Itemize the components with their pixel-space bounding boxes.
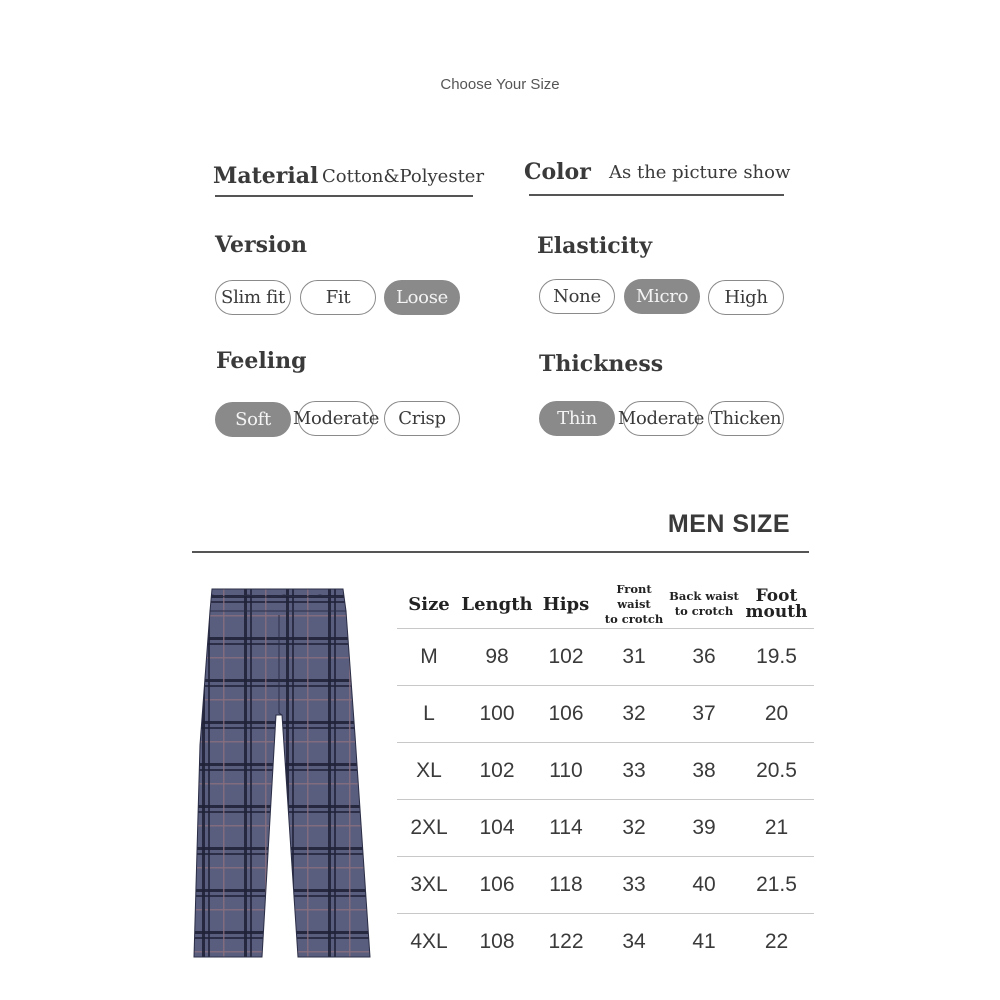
table-row — [397, 743, 814, 800]
header-size: Size — [408, 593, 450, 615]
header-front-waist-line2: to crotch — [604, 611, 664, 626]
material-label: Material — [213, 163, 319, 189]
color-label: Color — [524, 159, 591, 185]
cell-size: 2XL — [397, 800, 461, 857]
version-option-fit[interactable]: Fit — [300, 280, 376, 315]
thickness-option-thicken[interactable]: Thicken — [708, 401, 784, 436]
header-length: Length — [461, 593, 533, 615]
color-value: As the picture show — [609, 162, 791, 183]
cell-size: 4XL — [397, 914, 461, 971]
version-option-slim-fit[interactable]: Slim fit — [215, 280, 291, 315]
cell-front-waist: 34 — [599, 914, 669, 971]
material-divider — [215, 195, 473, 197]
plaid-pants-image — [190, 585, 375, 960]
cell-hips: 118 — [533, 857, 599, 914]
version-option-loose[interactable]: Loose — [384, 280, 460, 315]
cell-foot-mouth: 22 — [739, 914, 814, 971]
table-row — [397, 857, 814, 914]
cell-length: 108 — [461, 914, 533, 971]
cell-front-waist: 31 — [599, 629, 669, 686]
size-table — [397, 580, 814, 970]
cell-back-waist: 37 — [669, 686, 739, 743]
cell-foot-mouth: 21.5 — [739, 857, 814, 914]
cell-length: 104 — [461, 800, 533, 857]
cell-back-waist: 41 — [669, 914, 739, 971]
header-back-waist — [669, 580, 739, 629]
size-table-header-row — [397, 580, 814, 629]
table-row — [397, 914, 814, 971]
cell-length: 106 — [461, 857, 533, 914]
cell-length: 98 — [461, 629, 533, 686]
elasticity-option-none[interactable]: None — [539, 279, 615, 314]
men-size-divider — [192, 551, 809, 553]
cell-foot-mouth: 21 — [739, 800, 814, 857]
feeling-option-soft[interactable]: Soft — [215, 402, 291, 437]
cell-front-waist: 33 — [599, 857, 669, 914]
men-size-title: MEN SIZE — [667, 510, 790, 538]
thickness-option-thin[interactable]: Thin — [539, 401, 615, 436]
header-front-waist — [599, 580, 669, 629]
cell-foot-mouth: 20 — [739, 686, 814, 743]
cell-size: M — [397, 629, 461, 686]
header-hips: Hips — [542, 593, 590, 615]
cell-hips: 106 — [533, 686, 599, 743]
cell-length: 100 — [461, 686, 533, 743]
cell-size: L — [397, 686, 461, 743]
header-back-waist-line1: Back waist — [669, 589, 739, 603]
cell-back-waist: 36 — [669, 629, 739, 686]
cell-foot-mouth: 19.5 — [739, 629, 814, 686]
cell-front-waist: 32 — [599, 800, 669, 857]
cell-hips: 102 — [533, 629, 599, 686]
feeling-label: Feeling — [216, 348, 307, 374]
table-row — [397, 800, 814, 857]
table-row — [397, 686, 814, 743]
header-foot-mouth-line2: mouth — [745, 602, 808, 622]
cell-front-waist: 32 — [599, 686, 669, 743]
elasticity-option-high[interactable]: High — [708, 280, 784, 315]
elasticity-label: Elasticity — [537, 233, 652, 259]
cell-front-waist: 33 — [599, 743, 669, 800]
version-label: Version — [215, 232, 308, 258]
elasticity-option-micro[interactable]: Micro — [624, 279, 700, 314]
cell-size: 3XL — [397, 857, 461, 914]
cell-hips: 110 — [533, 743, 599, 800]
cell-hips: 122 — [533, 914, 599, 971]
thickness-label: Thickness — [539, 351, 664, 377]
cell-length: 102 — [461, 743, 533, 800]
header-front-waist-line1: Front waist — [616, 581, 652, 611]
cell-foot-mouth: 20.5 — [739, 743, 814, 800]
material-value: Cotton&Polyester — [322, 166, 485, 187]
cell-back-waist: 38 — [669, 743, 739, 800]
cell-hips: 114 — [533, 800, 599, 857]
cell-size: XL — [397, 743, 461, 800]
page-title: Choose Your Size — [440, 76, 560, 93]
cell-back-waist: 39 — [669, 800, 739, 857]
header-foot-mouth — [739, 580, 814, 629]
header-foot-mouth-line1: Foot — [755, 586, 798, 606]
table-row — [397, 629, 814, 686]
feeling-option-crisp[interactable]: Crisp — [384, 401, 460, 436]
cell-back-waist: 40 — [669, 857, 739, 914]
color-divider — [529, 194, 784, 196]
feeling-option-moderate[interactable]: Moderate — [298, 401, 374, 436]
header-back-waist-line2: to crotch — [674, 604, 734, 618]
thickness-option-moderate[interactable]: Moderate — [623, 401, 699, 436]
